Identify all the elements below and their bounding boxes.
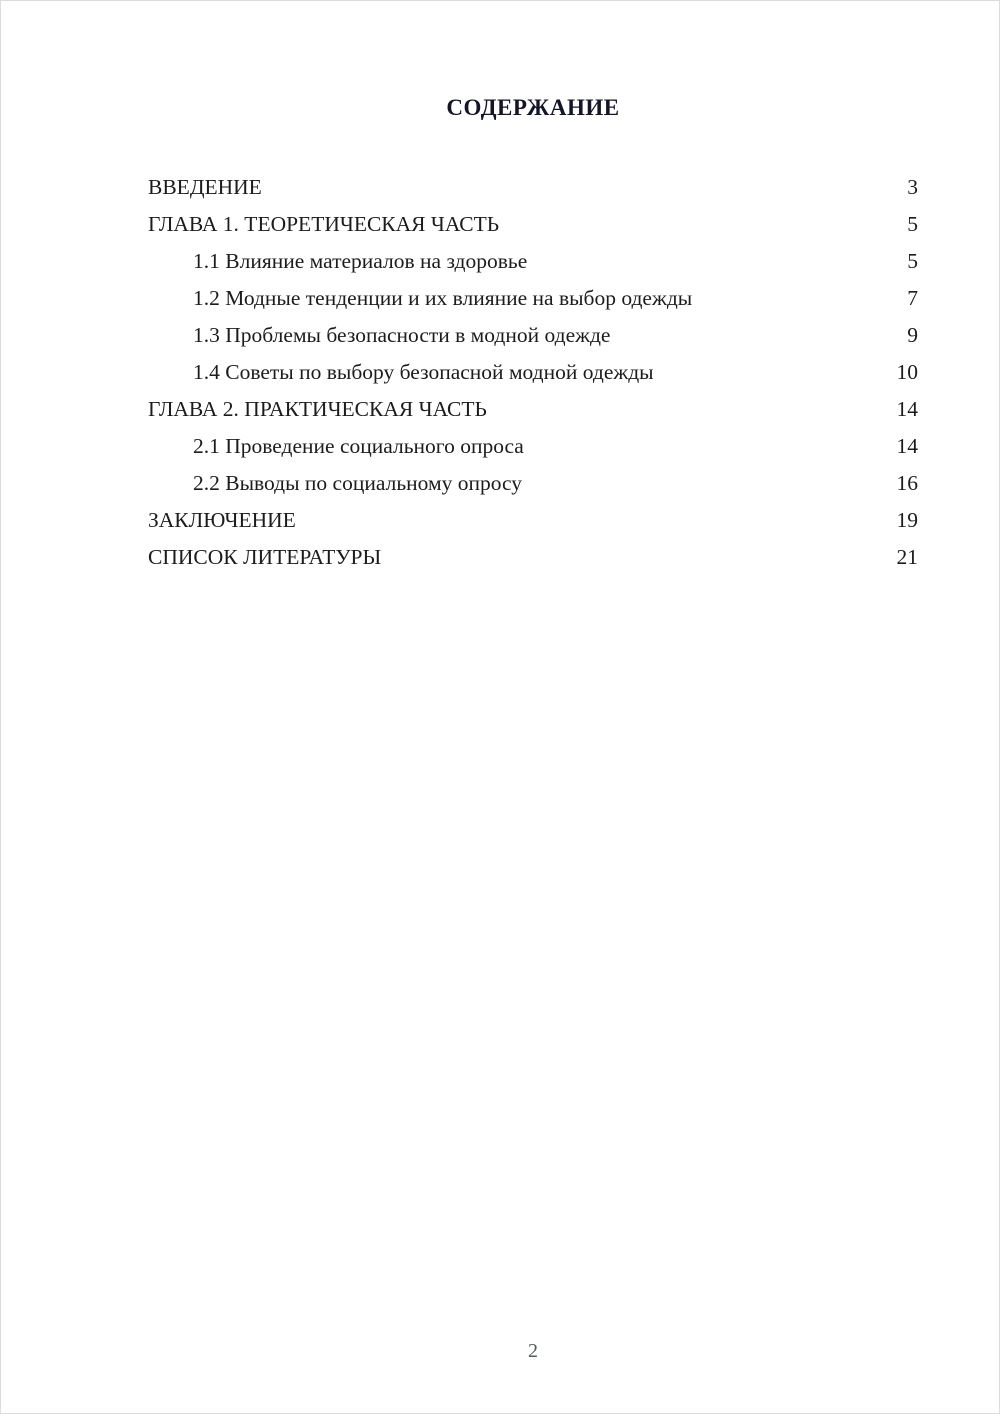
toc-entry-label: ЗАКЛЮЧЕНИЕ <box>148 508 296 532</box>
toc-row <box>148 317 918 354</box>
toc-page-number: 7 <box>907 286 918 310</box>
toc-entry-label: ВВЕДЕНИЕ <box>148 175 262 199</box>
toc-page-number: 14 <box>896 397 918 421</box>
toc-row <box>148 169 918 206</box>
toc-row <box>148 428 918 465</box>
toc-page-number: 21 <box>896 545 918 569</box>
toc-row <box>148 243 918 280</box>
toc-entry-label: ГЛАВА 2. ПРАКТИЧЕСКАЯ ЧАСТЬ <box>148 397 487 421</box>
toc-entry-label: ГЛАВА 1. ТЕОРЕТИЧЕСКАЯ ЧАСТЬ <box>148 212 500 236</box>
toc-page-number: 10 <box>896 360 918 384</box>
toc-row <box>148 539 918 576</box>
toc-row <box>148 502 918 539</box>
toc-page-number: 19 <box>896 508 918 532</box>
toc-entry-label: СПИСОК ЛИТЕРАТУРЫ <box>148 545 382 569</box>
toc-row <box>148 465 918 502</box>
toc-entry-label: 1.2 Модные тенденции и их влияние на выбор одежды <box>193 286 693 310</box>
page-content <box>148 95 918 576</box>
table-of-contents <box>148 169 918 576</box>
toc-row <box>148 354 918 391</box>
page-title: СОДЕРЖАНИЕ <box>446 95 620 120</box>
toc-entry-label: 2.1 Проведение социального опроса <box>193 434 524 458</box>
toc-entry-label: 2.2 Выводы по социальному опросу <box>193 471 523 495</box>
toc-page-number: 5 <box>907 212 918 236</box>
toc-page-number: 3 <box>907 175 918 199</box>
toc-page-number: 9 <box>907 323 918 347</box>
toc-page-number: 5 <box>907 249 918 273</box>
toc-page-number: 16 <box>896 471 918 495</box>
toc-page-number: 14 <box>896 434 918 458</box>
toc-row <box>148 391 918 428</box>
toc-entry-label: 1.4 Советы по выбору безопасной модной одежды <box>193 360 654 384</box>
toc-entry-label: 1.1 Влияние материалов на здоровье <box>193 249 528 273</box>
toc-row <box>148 206 918 243</box>
footer-page-number: 2 <box>528 1340 538 1362</box>
toc-row <box>148 280 918 317</box>
toc-entry-label: 1.3 Проблемы безопасности в модной одежде <box>193 323 611 347</box>
